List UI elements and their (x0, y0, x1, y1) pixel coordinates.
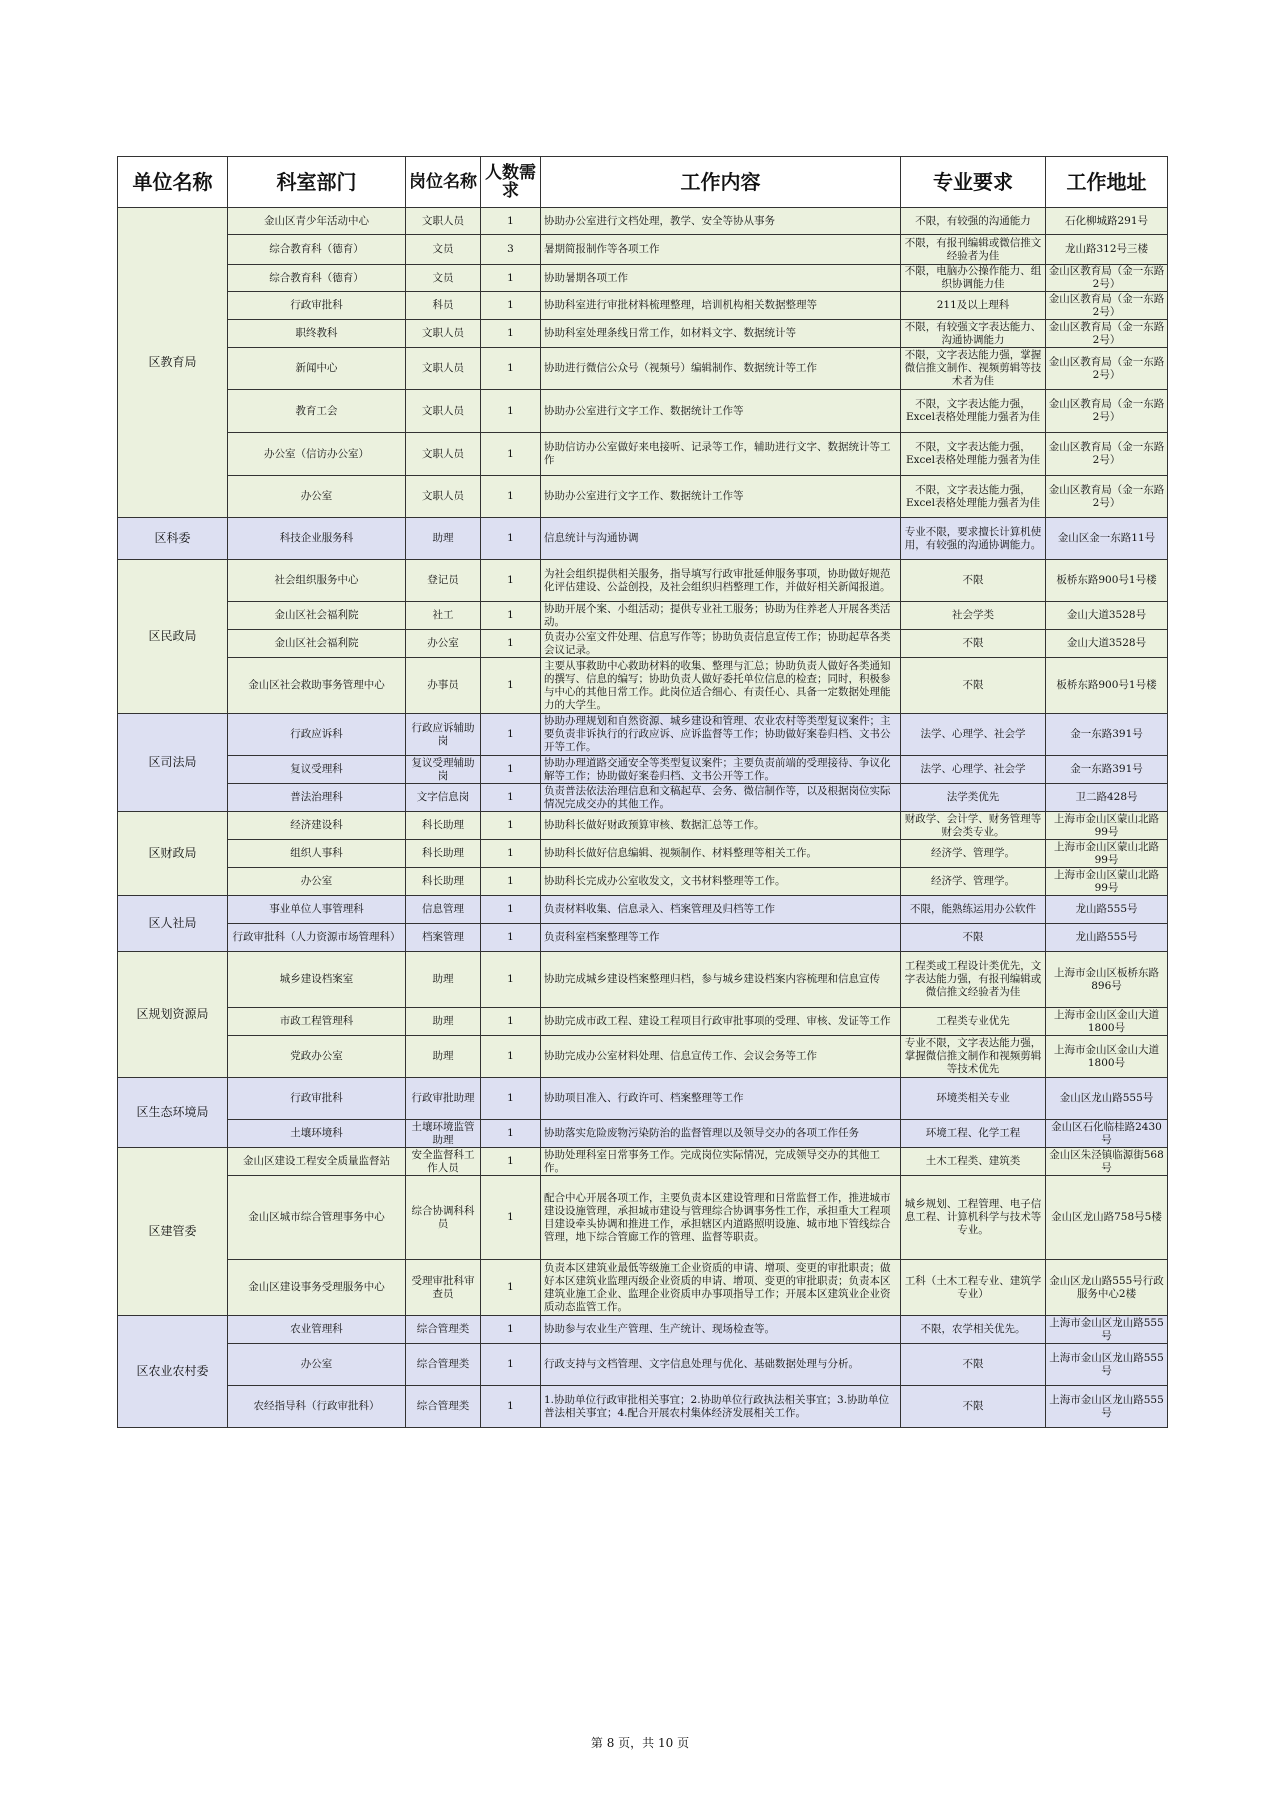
cell-headcount: 1 (481, 658, 541, 714)
header-unit: 单位名称 (118, 157, 228, 208)
cell-headcount: 1 (481, 1148, 541, 1176)
cell-job-content: 协助科室进行审批材料梳理整理，培训机构相关数据整理等 (541, 292, 901, 320)
cell-position: 文职人员 (406, 476, 481, 518)
cell-major: 经济学、管理学。 (901, 868, 1046, 896)
table-row (118, 1176, 1168, 1260)
cell-department: 综合教育科（德育） (228, 265, 406, 292)
cell-department: 金山区社会福利院 (228, 630, 406, 658)
table-row (118, 868, 1168, 896)
cell-major: 211及以上理科 (901, 292, 1046, 320)
cell-address: 金山区龙山路758号5楼 (1046, 1176, 1168, 1260)
cell-department: 新闻中心 (228, 348, 406, 390)
cell-job-content: 协助落实危险废物污染防治的监督管理以及领导交办的各项工作任务 (541, 1120, 901, 1148)
cell-address: 卫二路428号 (1046, 784, 1168, 812)
cell-position: 行政审批助理 (406, 1078, 481, 1120)
cell-position: 助理 (406, 518, 481, 560)
cell-position: 科长助理 (406, 868, 481, 896)
cell-department: 行政审批科 (228, 1078, 406, 1120)
cell-position: 复议受理辅助岗 (406, 756, 481, 784)
cell-headcount: 1 (481, 868, 541, 896)
cell-headcount: 1 (481, 1078, 541, 1120)
cell-major: 法学、心理学、社会学 (901, 756, 1046, 784)
cell-headcount: 1 (481, 560, 541, 602)
cell-department: 组织人事科 (228, 840, 406, 868)
table-row (118, 235, 1168, 265)
cell-department: 办公室 (228, 868, 406, 896)
cell-headcount: 1 (481, 1008, 541, 1036)
cell-position: 办公室 (406, 630, 481, 658)
cell-major: 不限，文字表达能力强，Excel表格处理能力强者为佳 (901, 390, 1046, 433)
cell-department: 党政办公室 (228, 1036, 406, 1078)
cell-major: 财政学、会计学、财务管理等财会类专业。 (901, 812, 1046, 840)
cell-department: 市政工程管理科 (228, 1008, 406, 1036)
cell-job-content: 主要从事救助中心救助材料的收集、整理与汇总；协助负责人做好各类通知的撰写、信息的编写；协助负责人做好委托单位信息的检查；同时，积极参与中心的其他日常工作。此岗位适合细心、有责任心、具备一定数据处理能力的大学生。 (541, 658, 901, 714)
cell-major: 社会学类 (901, 602, 1046, 630)
cell-major: 不限，有报刊编辑或微信推文经验者为佳 (901, 235, 1046, 265)
cell-job-content: 协助办公室进行文字工作、数据统计工作等 (541, 476, 901, 518)
cell-headcount: 1 (481, 1260, 541, 1316)
cell-address: 上海市金山区蒙山北路99号 (1046, 868, 1168, 896)
cell-headcount: 1 (481, 1120, 541, 1148)
cell-address: 金山大道3528号 (1046, 630, 1168, 658)
cell-job-content: 信息统计与沟通协调 (541, 518, 901, 560)
cell-headcount: 1 (481, 602, 541, 630)
cell-position: 文员 (406, 265, 481, 292)
cell-headcount: 1 (481, 1344, 541, 1386)
cell-major: 不限，文字表达能力强，掌握微信推文制作、视频剪辑等技术者为佳 (901, 348, 1046, 390)
table-row (118, 658, 1168, 714)
table-row (118, 784, 1168, 812)
cell-position: 社工 (406, 602, 481, 630)
cell-headcount: 1 (481, 756, 541, 784)
table-row (118, 812, 1168, 840)
table-row (118, 265, 1168, 292)
cell-headcount: 1 (481, 1316, 541, 1344)
cell-address: 龙山路555号 (1046, 896, 1168, 924)
cell-major: 不限 (901, 924, 1046, 952)
cell-position: 文职人员 (406, 348, 481, 390)
table-row (118, 1260, 1168, 1316)
cell-unit: 区科委 (118, 518, 228, 560)
table-row (118, 714, 1168, 756)
table-row (118, 320, 1168, 348)
cell-position: 综合管理类 (406, 1386, 481, 1428)
cell-address: 金山区教育局（金一东路2号） (1046, 320, 1168, 348)
cell-major: 不限 (901, 1386, 1046, 1428)
cell-job-content: 协助科长做好财政预算审核、数据汇总等工作。 (541, 812, 901, 840)
cell-department: 社会组织服务中心 (228, 560, 406, 602)
cell-position: 行政应诉辅助岗 (406, 714, 481, 756)
cell-unit: 区财政局 (118, 812, 228, 896)
cell-unit: 区教育局 (118, 208, 228, 518)
cell-unit: 区农业农村委 (118, 1316, 228, 1428)
cell-job-content: 负责科室档案整理等工作 (541, 924, 901, 952)
cell-address: 金山区教育局（金一东路2号） (1046, 476, 1168, 518)
cell-major: 不限，电脑办公操作能力、组织协调能力佳 (901, 265, 1046, 292)
cell-position: 文职人员 (406, 390, 481, 433)
cell-position: 受理审批科审查员 (406, 1260, 481, 1316)
cell-unit: 区生态环境局 (118, 1078, 228, 1148)
cell-position: 文职人员 (406, 208, 481, 235)
cell-address: 龙山路312号三楼 (1046, 235, 1168, 265)
cell-major: 不限，文字表达能力强，Excel表格处理能力强者为佳 (901, 476, 1046, 518)
cell-job-content: 协助开展个案、小组活动；提供专业社工服务；协助为住养老人开展各类活动。 (541, 602, 901, 630)
table-row (118, 518, 1168, 560)
cell-major: 工程类或工程设计类优先，文字表达能力强，有报刊编辑或微信推文经验者为佳 (901, 952, 1046, 1008)
table-row (118, 348, 1168, 390)
cell-department: 办公室（信访办公室） (228, 433, 406, 476)
cell-department: 科技企业服务科 (228, 518, 406, 560)
cell-headcount: 1 (481, 292, 541, 320)
cell-position: 土壤环境监管助理 (406, 1120, 481, 1148)
table-row (118, 1386, 1168, 1428)
cell-department: 城乡建设档案室 (228, 952, 406, 1008)
cell-job-content: 协助参与农业生产管理、生产统计、现场检查等。 (541, 1316, 901, 1344)
cell-department: 金山区建设事务受理服务中心 (228, 1260, 406, 1316)
cell-position: 档案管理 (406, 924, 481, 952)
cell-major: 专业不限，文字表达能力强，掌握微信推文制作和视频剪辑等技术优先 (901, 1036, 1046, 1078)
cell-job-content: 行政支持与文档管理、文字信息处理与优化、基础数据处理与分析。 (541, 1344, 901, 1386)
cell-department: 经济建设科 (228, 812, 406, 840)
cell-headcount: 3 (481, 235, 541, 265)
cell-address: 金山区教育局（金一东路2号） (1046, 348, 1168, 390)
cell-headcount: 1 (481, 320, 541, 348)
table-row (118, 1008, 1168, 1036)
cell-address: 上海市金山区龙山路555号 (1046, 1316, 1168, 1344)
cell-major: 不限，农学相关优先。 (901, 1316, 1046, 1344)
cell-headcount: 1 (481, 348, 541, 390)
table-row (118, 840, 1168, 868)
cell-headcount: 1 (481, 896, 541, 924)
table-row (118, 1148, 1168, 1176)
cell-headcount: 1 (481, 952, 541, 1008)
cell-position: 信息管理 (406, 896, 481, 924)
cell-job-content: 协助科室处理条线日常工作，如材料文字、数据统计等 (541, 320, 901, 348)
cell-headcount: 1 (481, 784, 541, 812)
cell-job-content: 协助办公室进行文字工作、数据统计工作等 (541, 390, 901, 433)
cell-job-content: 协助完成办公室材料处理、信息宣传工作、会议会务等工作 (541, 1036, 901, 1078)
cell-address: 上海市金山区蒙山北路99号 (1046, 840, 1168, 868)
cell-address: 上海市金山区板桥东路896号 (1046, 952, 1168, 1008)
cell-position: 文字信息岗 (406, 784, 481, 812)
cell-job-content: 配合中心开展各项工作，主要负责本区建设管理和日常监督工作，推进城市建设设施管理，承担城市建设与管理综合协调事务性工作，承担重大工程项目建设牵头协调和推进工作，承担辖区内道路照明设施、城市地下管线综合管理，地下综合管廊工作的管理、监督等职责。 (541, 1176, 901, 1260)
cell-address: 板桥东路900号1号楼 (1046, 658, 1168, 714)
cell-department: 复议受理科 (228, 756, 406, 784)
cell-job-content: 协助科长做好信息编辑、视频制作、材料整理等相关工作。 (541, 840, 901, 868)
cell-job-content: 协助处理科室日常事务工作。完成岗位实际情况，完成领导交办的其他工作。 (541, 1148, 901, 1176)
cell-address: 金山区教育局（金一东路2号） (1046, 433, 1168, 476)
cell-address: 石化柳城路291号 (1046, 208, 1168, 235)
cell-department: 金山区社会救助事务管理中心 (228, 658, 406, 714)
table-row (118, 390, 1168, 433)
cell-address: 金山区教育局（金一东路2号） (1046, 292, 1168, 320)
cell-department: 行政应诉科 (228, 714, 406, 756)
cell-headcount: 1 (481, 1176, 541, 1260)
cell-address: 金山大道3528号 (1046, 602, 1168, 630)
table-row (118, 1036, 1168, 1078)
cell-major: 环境类相关专业 (901, 1078, 1046, 1120)
cell-job-content: 协助项目准入、行政许可、档案整理等工作 (541, 1078, 901, 1120)
cell-job-content: 协助完成城乡建设档案整理归档，参与城乡建设档案内容梳理和信息宣传 (541, 952, 901, 1008)
table-row (118, 896, 1168, 924)
table-row (118, 1078, 1168, 1120)
cell-unit: 区民政局 (118, 560, 228, 714)
cell-department: 农经指导科（行政审批科） (228, 1386, 406, 1428)
cell-position: 综合协调科科员 (406, 1176, 481, 1260)
cell-headcount: 1 (481, 518, 541, 560)
header-headcount: 人数需求 (481, 157, 541, 208)
cell-unit: 区司法局 (118, 714, 228, 812)
cell-position: 综合管理类 (406, 1344, 481, 1386)
cell-headcount: 1 (481, 208, 541, 235)
cell-job-content: 负责本区建筑业最低等级施工企业资质的申请、增项、变更的审批职责；做好本区建筑业监理丙级企业资质的申请、增项、变更的审批职责；负责本区建筑业施工企业、监理企业资质申办事项指导工作；开展本区建筑业企业资质动态监管工作。 (541, 1260, 901, 1316)
cell-job-content: 协助完成市政工程、建设工程项目行政审批事项的受理、审核、发证等工作 (541, 1008, 901, 1036)
cell-major: 法学、心理学、社会学 (901, 714, 1046, 756)
header-position: 岗位名称 (406, 157, 481, 208)
cell-job-content: 负责办公室文件处理、信息写作等；协助负责信息宣传工作；协助起草各类会议记录。 (541, 630, 901, 658)
cell-address: 金山区石化临桂路2430号 (1046, 1120, 1168, 1148)
cell-major: 工程类专业优先 (901, 1008, 1046, 1036)
cell-department: 土壤环境科 (228, 1120, 406, 1148)
cell-major: 不限 (901, 1344, 1046, 1386)
recruitment-table (117, 156, 1168, 1428)
cell-unit: 区人社局 (118, 896, 228, 952)
cell-major: 不限，文字表达能力强，Excel表格处理能力强者为佳 (901, 433, 1046, 476)
cell-job-content: 1.协助单位行政审批相关事宜；2.协助单位行政执法相关事宜；3.协助单位普法相关事宜；4.配合开展农村集体经济发展相关工作。 (541, 1386, 901, 1428)
cell-department: 金山区青少年活动中心 (228, 208, 406, 235)
cell-department: 综合教育科（德育） (228, 235, 406, 265)
table-row (118, 952, 1168, 1008)
cell-department: 金山区社会福利院 (228, 602, 406, 630)
cell-address: 金山区金一东路11号 (1046, 518, 1168, 560)
cell-headcount: 1 (481, 840, 541, 868)
cell-job-content: 暑期简报制作等各项工作 (541, 235, 901, 265)
cell-position: 登记员 (406, 560, 481, 602)
cell-headcount: 1 (481, 476, 541, 518)
cell-headcount: 1 (481, 812, 541, 840)
table-row (118, 1316, 1168, 1344)
table-row (118, 1120, 1168, 1148)
table-row (118, 292, 1168, 320)
cell-unit: 区规划资源局 (118, 952, 228, 1078)
cell-headcount: 1 (481, 1036, 541, 1078)
cell-job-content: 协助办理道路交通安全等类型复议案件；主要负责前端的受理接待、争议化解等工作；协助做好案卷归档、文书公开等工作。 (541, 756, 901, 784)
cell-position: 文职人员 (406, 433, 481, 476)
cell-major: 不限 (901, 658, 1046, 714)
table-row (118, 756, 1168, 784)
cell-headcount: 1 (481, 630, 541, 658)
cell-major: 不限，有较强文字表达能力、沟通协调能力 (901, 320, 1046, 348)
table-row (118, 602, 1168, 630)
cell-address: 金一东路391号 (1046, 756, 1168, 784)
cell-position: 助理 (406, 1036, 481, 1078)
page-footer: 第 8 页，共 10 页 (590, 1736, 690, 1750)
cell-position: 助理 (406, 952, 481, 1008)
cell-address: 金山区龙山路555号 (1046, 1078, 1168, 1120)
cell-major: 土木工程类、建筑类 (901, 1148, 1046, 1176)
table-row (118, 208, 1168, 235)
cell-job-content: 负责普法依法治理信息和文稿起草、会务、微信制作等，以及根据岗位实际情况完成交办的其他工作。 (541, 784, 901, 812)
cell-department: 行政审批科 (228, 292, 406, 320)
cell-major: 不限，能熟练运用办公软件 (901, 896, 1046, 924)
cell-department: 行政审批科（人力资源市场管理科） (228, 924, 406, 952)
cell-headcount: 1 (481, 390, 541, 433)
cell-position: 办事员 (406, 658, 481, 714)
table-row (118, 560, 1168, 602)
cell-address: 上海市金山区金山大道1800号 (1046, 1036, 1168, 1078)
header-job-content: 工作内容 (541, 157, 901, 208)
cell-major: 不限 (901, 560, 1046, 602)
table-row (118, 924, 1168, 952)
cell-address: 上海市金山区龙山路555号 (1046, 1386, 1168, 1428)
cell-address: 金山区教育局（金一东路2号） (1046, 265, 1168, 292)
cell-headcount: 1 (481, 714, 541, 756)
cell-position: 文职人员 (406, 320, 481, 348)
cell-job-content: 负责材料收集、信息录入、档案管理及归档等工作 (541, 896, 901, 924)
cell-job-content: 协助暑期各项工作 (541, 265, 901, 292)
cell-position: 科长助理 (406, 812, 481, 840)
cell-address: 上海市金山区蒙山北路99号 (1046, 812, 1168, 840)
cell-address: 金一东路391号 (1046, 714, 1168, 756)
cell-major: 经济学、管理学。 (901, 840, 1046, 868)
cell-address: 金山区龙山路555号行政服务中心2楼 (1046, 1260, 1168, 1316)
cell-major: 工科（土木工程专业、建筑学专业） (901, 1260, 1046, 1316)
header-address: 工作地址 (1046, 157, 1168, 208)
cell-department: 金山区建设工程安全质量监督站 (228, 1148, 406, 1176)
cell-major: 城乡规划、工程管理、电子信息工程、计算机科学与技术等专业。 (901, 1176, 1046, 1260)
table-row (118, 630, 1168, 658)
cell-unit: 区建管委 (118, 1148, 228, 1316)
cell-department: 教育工会 (228, 390, 406, 433)
cell-department: 职终教科 (228, 320, 406, 348)
cell-job-content: 为社会组织提供相关服务，指导填写行政审批延伸服务事项，协助做好规范化评估建设、公益创投，及社会组织归档整理工作，并做好相关新闻报道。 (541, 560, 901, 602)
cell-headcount: 1 (481, 433, 541, 476)
cell-department: 办公室 (228, 1344, 406, 1386)
table-row (118, 433, 1168, 476)
cell-address: 龙山路555号 (1046, 924, 1168, 952)
cell-job-content: 协助信访办公室做好来电接听、记录等工作，辅助进行文字、数据统计等工作 (541, 433, 901, 476)
cell-major: 不限 (901, 630, 1046, 658)
cell-headcount: 1 (481, 1386, 541, 1428)
header-major: 专业要求 (901, 157, 1046, 208)
cell-address: 金山区教育局（金一东路2号） (1046, 390, 1168, 433)
cell-address: 金山区朱泾镇临源街568号 (1046, 1148, 1168, 1176)
cell-address: 板桥东路900号1号楼 (1046, 560, 1168, 602)
cell-department: 事业单位人事管理科 (228, 896, 406, 924)
cell-position: 文员 (406, 235, 481, 265)
cell-headcount: 1 (481, 265, 541, 292)
cell-job-content: 协助进行微信公众号（视频号）编辑制作、数据统计等工作 (541, 348, 901, 390)
table-row (118, 1344, 1168, 1386)
cell-department: 金山区城市综合管理事务中心 (228, 1176, 406, 1260)
cell-position: 综合管理类 (406, 1316, 481, 1344)
header-department: 科室部门 (228, 157, 406, 208)
cell-major: 专业不限，要求擅长计算机使用，有较强的沟通协调能力。 (901, 518, 1046, 560)
cell-major: 环境工程、化学工程 (901, 1120, 1046, 1148)
cell-headcount: 1 (481, 924, 541, 952)
cell-job-content: 协助办理规划和自然资源、城乡建设和管理、农业农村等类型复议案件；主要负责非诉执行的行政应诉、应诉监督等工作；协助做好案卷归档、文书公开等工作。 (541, 714, 901, 756)
cell-major: 不限，有较强的沟通能力 (901, 208, 1046, 235)
cell-address: 上海市金山区金山大道1800号 (1046, 1008, 1168, 1036)
cell-job-content: 协助科长完成办公室收发文，文书材料整理等工作。 (541, 868, 901, 896)
cell-position: 助理 (406, 1008, 481, 1036)
cell-position: 科长助理 (406, 840, 481, 868)
cell-position: 科员 (406, 292, 481, 320)
cell-department: 普法治理科 (228, 784, 406, 812)
cell-position: 安全监督科工作人员 (406, 1148, 481, 1176)
cell-department: 农业管理科 (228, 1316, 406, 1344)
header-row (118, 157, 1168, 208)
cell-address: 上海市金山区龙山路555号 (1046, 1344, 1168, 1386)
table-body (118, 208, 1168, 1428)
cell-major: 法学类优先 (901, 784, 1046, 812)
table-row (118, 476, 1168, 518)
cell-department: 办公室 (228, 476, 406, 518)
cell-job-content: 协助办公室进行文档处理，教学、安全等协从事务 (541, 208, 901, 235)
